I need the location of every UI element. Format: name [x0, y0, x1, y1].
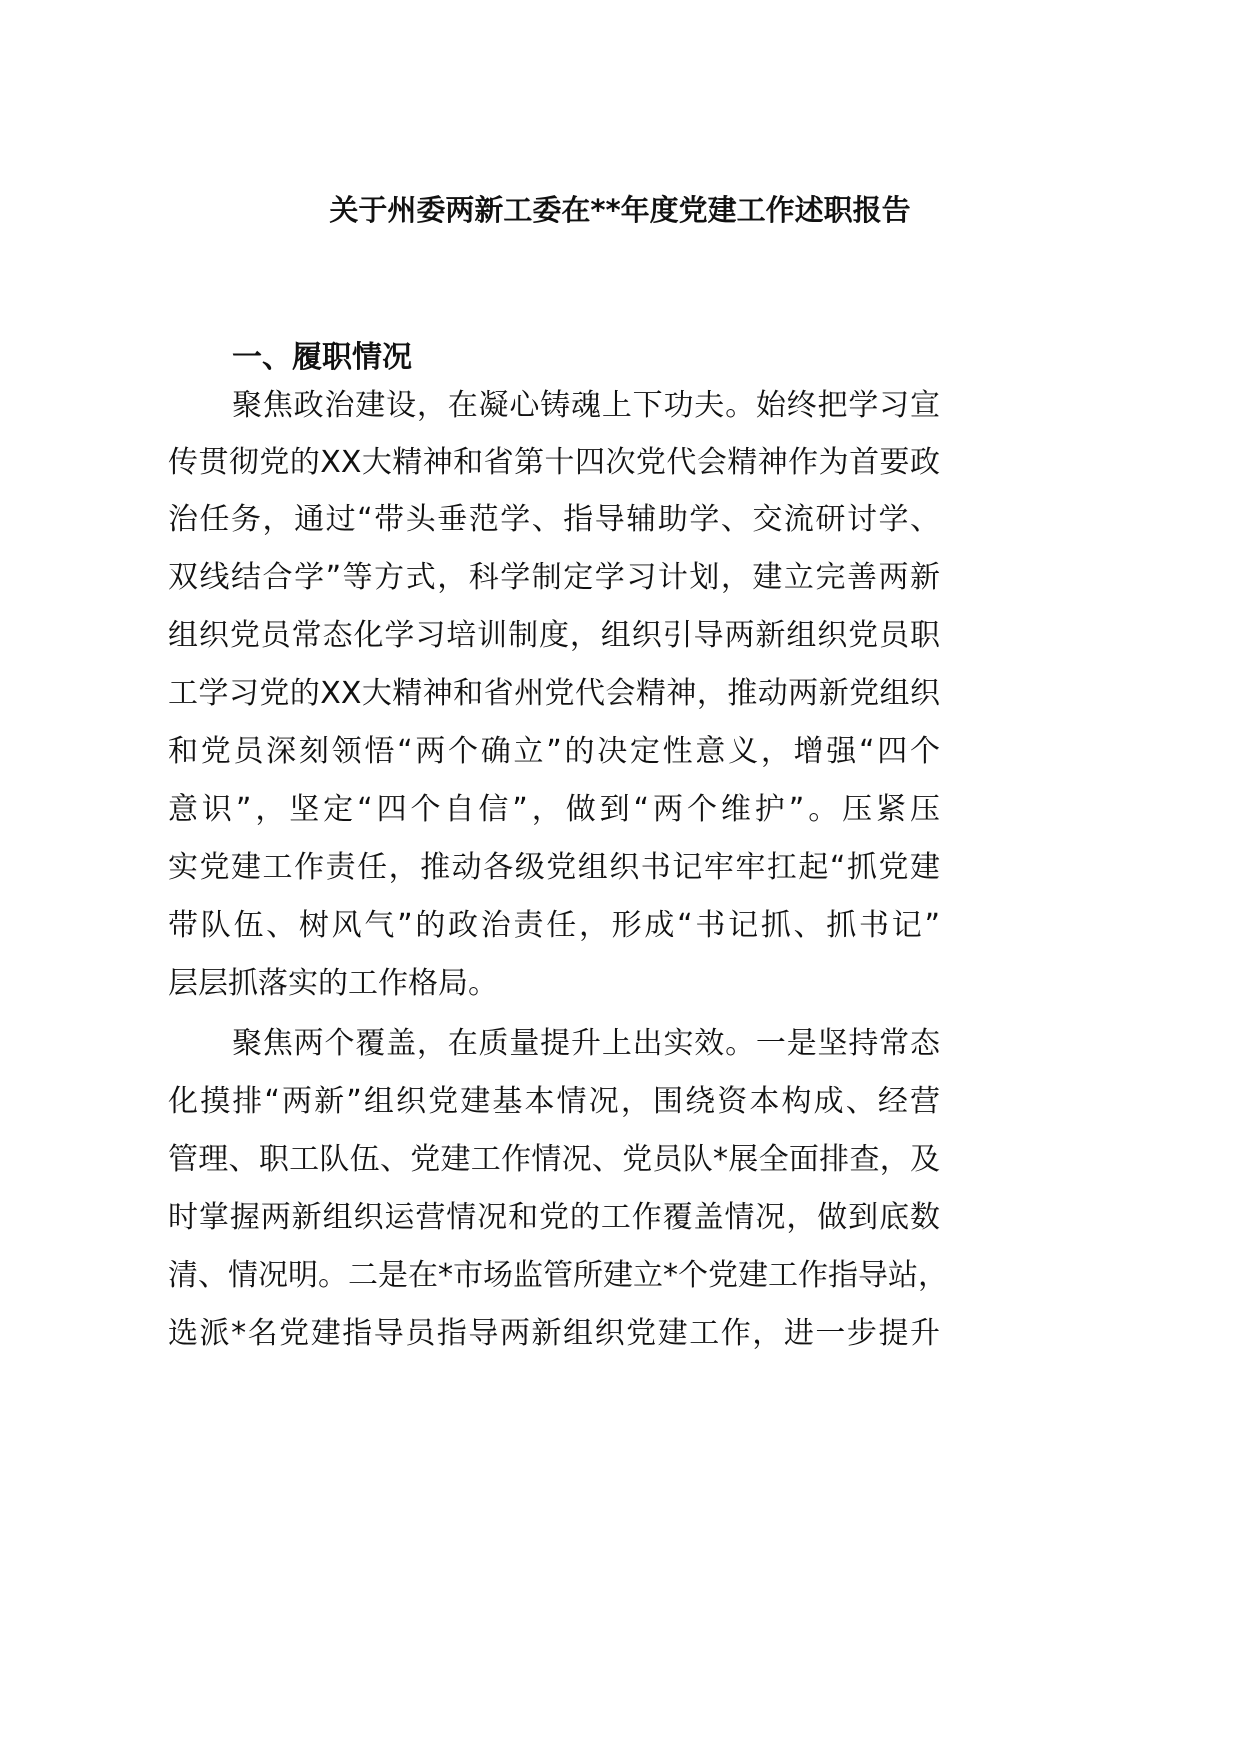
paragraph-line: 组织党员常态化学习培训制度，组织引导两新组织党员职: [168, 618, 940, 653]
section-heading: 一、履职情况: [232, 340, 412, 375]
paragraph-line: 和党员深刻领悟“两个确立”的决定性意义，增强“四个: [168, 734, 940, 769]
paragraph-line: 意识”，坚定“四个自信”，做到“两个维护”。压紧压: [168, 792, 940, 827]
paragraph-line: 带队伍、树风气”的政治责任，形成“书记抓、抓书记”: [168, 908, 940, 943]
paragraph-line: 聚焦政治建设，在凝心铸魂上下功夫。始终把学习宣: [232, 388, 940, 423]
paragraph-line: 聚焦两个覆盖，在质量提升上出实效。一是坚持常态: [232, 1026, 940, 1061]
paragraph-line: 双线结合学”等方式，科学制定学习计划，建立完善两新: [168, 560, 940, 595]
paragraph-line: 时掌握两新组织运营情况和党的工作覆盖情况，做到底数: [168, 1200, 940, 1235]
paragraph-line: 传贯彻党的XX大精神和省第十四次党代会精神作为首要政: [168, 445, 940, 480]
paragraph-line: 层层抓落实的工作格局。: [168, 966, 498, 1001]
paragraph-line: 实党建工作责任，推动各级党组织书记牢牢扛起“抓党建: [168, 850, 940, 885]
paragraph-line: 化摸排“两新”组织党建基本情况，围绕资本构成、经营: [168, 1084, 940, 1119]
paragraph-line: 工学习党的XX大精神和省州党代会精神，推动两新党组织: [168, 676, 940, 711]
paragraph-line: 治任务，通过“带头垂范学、指导辅助学、交流研讨学、: [168, 502, 940, 537]
document-title: 关于州委两新工委在**年度党建工作述职报告: [329, 193, 911, 227]
paragraph-line: 选派*名党建指导员指导两新组织党建工作，进一步提升: [168, 1316, 940, 1351]
paragraph-line: 管理、职工队伍、党建工作情况、党员队*展全面排查，及: [168, 1142, 940, 1177]
paragraph-line: 清、情况明。二是在*市场监管所建立*个党建工作指导站，: [168, 1258, 948, 1293]
